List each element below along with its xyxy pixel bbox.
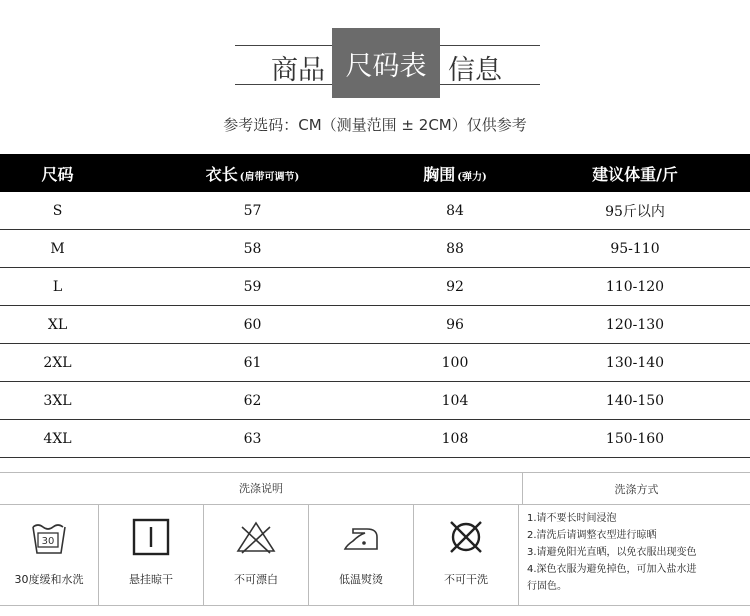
cell-size: S bbox=[52, 202, 63, 219]
cell-bust: 88 bbox=[446, 240, 464, 257]
care-body bbox=[0, 505, 750, 605]
header-size bbox=[0, 162, 115, 185]
care-label: 低温熨烫 bbox=[339, 573, 383, 586]
hang-dry-icon bbox=[131, 517, 171, 557]
header-bust-note: (弹力) bbox=[457, 171, 487, 183]
cell-size: 2XL bbox=[43, 354, 72, 371]
table-row bbox=[0, 192, 750, 230]
care-label: 30度缓和水洗 bbox=[14, 573, 84, 586]
size-table bbox=[0, 154, 750, 458]
low-iron-icon bbox=[339, 517, 383, 557]
header-bust-label: 胸围 bbox=[423, 164, 456, 184]
header-size-label: 尺码 bbox=[41, 164, 74, 184]
cell-weight: 130-140 bbox=[605, 354, 665, 371]
cell-size: 3XL bbox=[43, 392, 72, 409]
care-note: 4.深色衣服为避免掉色，可加入盐水进 bbox=[527, 564, 697, 575]
cell-weight: 150-160 bbox=[605, 430, 665, 447]
care-instructions-title: 洗涤说明 bbox=[0, 473, 523, 504]
table-row bbox=[0, 268, 750, 306]
reference-note: 参考选码：CM（测量范围 ± 2CM）仅供参考 bbox=[223, 116, 527, 134]
cell-length: 60 bbox=[243, 316, 262, 333]
title-highlight-box bbox=[332, 28, 440, 98]
care-note: 行固色。 bbox=[527, 581, 567, 592]
cell-size: L bbox=[52, 278, 63, 295]
care-item-bleach bbox=[204, 505, 309, 605]
care-section bbox=[0, 472, 750, 606]
no-dry-clean-icon bbox=[446, 517, 486, 557]
header-length-note: (肩带可调节) bbox=[239, 171, 300, 183]
header-length-label: 衣长 bbox=[205, 164, 238, 184]
header-bust bbox=[390, 162, 520, 185]
table-row bbox=[0, 344, 750, 382]
care-note: 2.清洗后请调整衣型进行晾晒 bbox=[527, 530, 657, 541]
cell-bust: 100 bbox=[441, 354, 469, 371]
table-row bbox=[0, 382, 750, 420]
care-note: 3.请避免阳光直晒，以免衣服出现变色 bbox=[527, 547, 697, 558]
wash-30-icon bbox=[29, 517, 69, 557]
care-label: 悬挂晾干 bbox=[129, 573, 173, 586]
care-note: 1.请不要长时间浸泡 bbox=[527, 513, 617, 524]
cell-weight: 95斤以内 bbox=[605, 203, 665, 220]
cell-weight: 140-150 bbox=[605, 392, 665, 409]
care-item-hang bbox=[99, 505, 204, 605]
wash-temp: 30 bbox=[41, 536, 55, 547]
header-length bbox=[115, 162, 390, 185]
table-row bbox=[0, 306, 750, 344]
cell-bust: 108 bbox=[441, 430, 469, 447]
care-item-iron bbox=[309, 505, 414, 605]
care-method-list bbox=[519, 505, 750, 605]
cell-weight: 110-120 bbox=[605, 278, 665, 295]
care-label: 不可干洗 bbox=[444, 573, 488, 586]
cell-length: 57 bbox=[243, 202, 262, 219]
title-section bbox=[0, 0, 750, 150]
cell-length: 59 bbox=[243, 278, 262, 295]
cell-length: 58 bbox=[243, 240, 262, 257]
header-weight-label: 建议体重/斤 bbox=[592, 164, 678, 184]
size-table-header bbox=[0, 154, 750, 192]
care-header bbox=[0, 473, 750, 505]
table-row bbox=[0, 420, 750, 458]
cell-length: 61 bbox=[243, 354, 262, 371]
cell-length: 63 bbox=[243, 430, 262, 447]
title-highlight-text: 尺码表 bbox=[345, 50, 427, 82]
title-left-text: 商品 bbox=[271, 55, 325, 86]
title-right-text: 信息 bbox=[448, 55, 502, 86]
care-item-wash bbox=[0, 505, 99, 605]
cell-bust: 104 bbox=[441, 392, 469, 409]
cell-bust: 84 bbox=[446, 202, 464, 219]
cell-bust: 96 bbox=[446, 316, 464, 333]
care-label: 不可漂白 bbox=[234, 573, 278, 586]
cell-weight: 120-130 bbox=[605, 316, 665, 333]
cell-size: 4XL bbox=[43, 430, 72, 447]
care-method-title: 洗涤方式 bbox=[614, 482, 659, 496]
cell-size: XL bbox=[47, 316, 68, 333]
header-weight bbox=[520, 162, 750, 185]
table-row bbox=[0, 230, 750, 268]
cell-length: 62 bbox=[243, 392, 262, 409]
care-item-dryclean bbox=[414, 505, 519, 605]
cell-size: M bbox=[50, 240, 65, 257]
no-bleach-icon bbox=[234, 517, 278, 557]
cell-weight: 95-110 bbox=[610, 240, 660, 257]
cell-bust: 92 bbox=[446, 278, 464, 295]
